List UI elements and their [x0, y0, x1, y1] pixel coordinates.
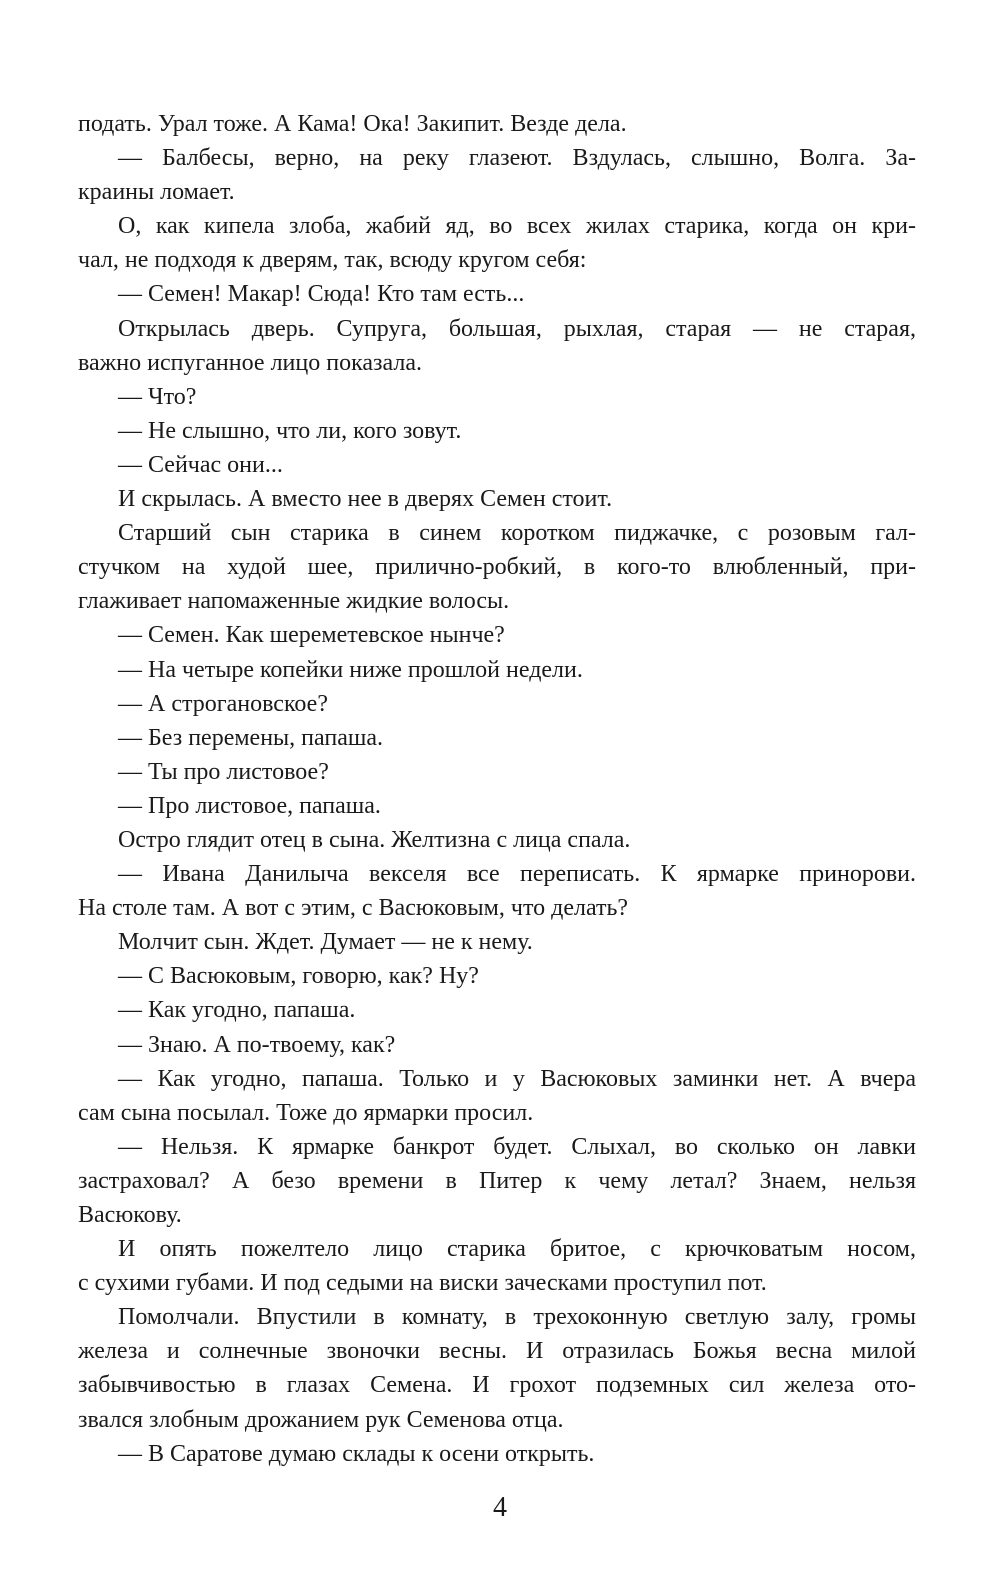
text-line: — Семен! Макар! Сюда! Кто там есть... — [118, 281, 525, 308]
text-line: железа и солнечные звоночки весны. И отразилась Божья весна милой — [78, 1338, 916, 1365]
text-line: — Как угодно, папаша. — [118, 997, 356, 1024]
text-line: — Не слышно, что ли, кого зовут. — [118, 417, 462, 444]
text-line: Старший сын старика в синем коротком пиджачке, с розовым гал- — [118, 520, 916, 547]
text-line: Остро глядит отец в сына. Желтизна с лица спала. — [118, 826, 631, 853]
text-line: — Семен. Как шереметевское нынче? — [118, 622, 505, 649]
text-line: Молчит сын. Ждет. Думает — не к нему. — [118, 929, 533, 956]
text-line: стучком на худой шее, прилично-робкий, в кого-то влюбленный, при- — [78, 554, 916, 581]
text-line: Открылась дверь. Супруга, большая, рыхлая, старая — не старая, — [118, 315, 916, 342]
text-line: звался злобным дрожанием рук Семенова отца. — [78, 1406, 564, 1433]
text-line: О, как кипела злоба, жабий яд, во всех жилах старика, когда он кри- — [118, 213, 916, 240]
page-number: 4 — [493, 1492, 507, 1523]
text-line: — Ты про листовое? — [118, 758, 329, 785]
text-line: На столе там. А вот с этим, с Васюковым, что делать? — [78, 895, 629, 922]
text-line: — Про листовое, папаша. — [118, 792, 381, 819]
text-line: И опять пожелтело лицо старика бритое, с крючковатым носом, — [118, 1236, 916, 1263]
text-line: подать. Урал тоже. А Кама! Ока! Закипит. Везде дела. — [78, 111, 627, 137]
text-line: с сухими губами. И под седыми на виски заческами проступил пот. — [78, 1270, 767, 1297]
text-line: — Нельзя. К ярмарке банкрот будет. Слыхал, во сколько он лавки — [118, 1133, 916, 1160]
text-line: — В Саратове думаю склады к осени открыть. — [118, 1440, 595, 1467]
text-line: чал, не подходя к дверям, так, всюду кругом себя: — [78, 247, 587, 274]
text-line: И скрылась. А вместо нее в дверях Семен стоит. — [118, 486, 613, 513]
text-line: Помолчали. Впустили в комнату, в трехоконную светлую залу, громы — [118, 1304, 916, 1331]
text-block — [78, 107, 916, 1471]
text-line: — На четыре копейки ниже прошлой недели. — [118, 656, 583, 683]
text-line: — Ивана Данилыча векселя все переписать. К ярмарке принорови. — [118, 861, 916, 888]
text-line: глаживает напомаженные жидкие волосы. — [78, 588, 510, 615]
text-line: — Что? — [118, 383, 197, 410]
text-line: — Балбесы, верно, на реку глазеют. Вздулась, слышно, Волга. За- — [118, 145, 916, 172]
text-line: — Сейчас они... — [118, 451, 283, 478]
text-line: важно испуганное лицо показала. — [78, 349, 422, 376]
text-line: — Как угодно, папаша. Только и у Васюковых заминки нет. А вчера — [118, 1065, 916, 1092]
text-line: застраховал? А безо времени в Питер к чему летал? Знаем, нельзя — [78, 1167, 916, 1194]
text-line: сам сына посылал. Тоже до ярмарки просил. — [78, 1099, 534, 1126]
text-line: — Без перемены, папаша. — [118, 724, 383, 751]
text-line: краины ломает. — [78, 179, 235, 206]
text-line: Васюкову. — [78, 1202, 182, 1228]
text-line: — С Васюковым, говорю, как? Ну? — [118, 963, 479, 990]
text-line: забывчивостью в глазах Семена. И грохот подземных сил железа ото- — [78, 1372, 916, 1399]
text-line: — А строгановское? — [118, 690, 328, 717]
text-line: — Знаю. А по-твоему, как? — [118, 1031, 396, 1058]
